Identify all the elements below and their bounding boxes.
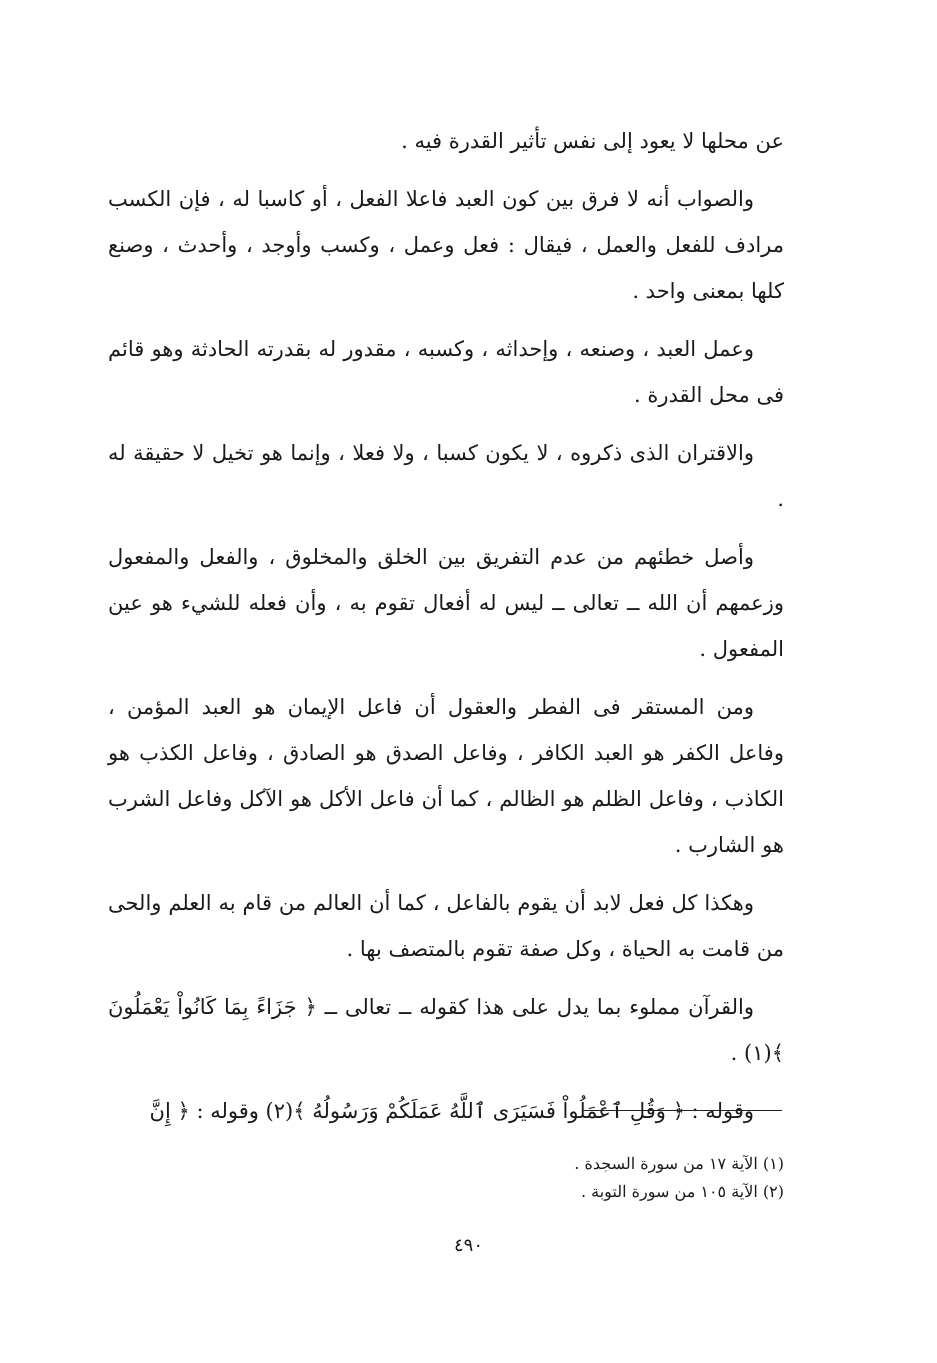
paragraph-7: وهكذا كل فعل لابد أن يقوم بالفاعل ، كما أن العالم من قام به العلم والحى من قامت به الحياة ، وكل صفة تقوم بالمتصف بها . [108, 891, 784, 961]
paragraph-2: والصواب أنه لا فرق بين كون العبد فاعلا الفعل ، أو كاسبا له ، فإن الكسب مرادف للفعل والعمل ، فيقال : فعل وعمل ، وكسب وأوجد ، وأحدث ، وصنع كلها بمعنى واحد . [108, 187, 784, 303]
footnote-1: (١) الآية ١٧ من سورة السجدة . [574, 1154, 784, 1173]
main-text [108, 118, 784, 1146]
paragraph-9: وقوله : ﴿ وَقُلِ ٱعْمَلُواْ فَسَيَرَى ٱللَّهُ عَمَلَكُمْ وَرَسُولُهُ ﴾(٢) وقوله : ﴿ إِنَّ [149, 1099, 754, 1123]
paragraph-5: وأصل خطئهم من عدم التفريق بين الخلق والمخلوق ، والفعل والمفعول وزعمهم أن الله ــ تعالى ــ ليس له أفعال تقوم به ، وأن فعله للشيء هو عين المفعول . [108, 545, 784, 661]
footnote-2: (٢) الآية ١٠٥ من سورة التوبة . [580, 1182, 784, 1201]
paragraph-4: والاقتران الذى ذكروه ، لا يكون كسبا ، ولا فعلا ، وإنما هو تخيل لا حقيقة له . [108, 441, 784, 511]
page-number: ٤٩٠ [453, 1235, 483, 1256]
paragraph-8: والقرآن مملوء بما يدل على هذا كقوله ــ تعالى ــ ﴿ جَزَاءً بِمَا كَانُواْ يَعْمَلُونَ ﴾(١) . [108, 995, 784, 1065]
footnotes [108, 1150, 784, 1206]
paragraph-1: عن محلها لا يعود إلى نفس تأثير القدرة فيه . [401, 129, 784, 153]
paragraph-6: ومن المستقر فى الفطر والعقول أن فاعل الإيمان هو العبد المؤمن ، وفاعل الكفر هو العبد الكافر ، وفاعل الصدق هو الصادق ، وفاعل الكذب هو الكاذب ، وفاعل الظلم هو الظالم ، كما أن فاعل الأكل هو الآكل وفاعل الشرب هو الشارب . [108, 695, 784, 857]
paragraph-3: وعمل العبد ، وصنعه ، وإحداثه ، وكسبه ، مقدور له بقدرته الحادثة وهو قائم فى محل القدرة . [108, 337, 784, 407]
footnote-divider [582, 1110, 782, 1111]
